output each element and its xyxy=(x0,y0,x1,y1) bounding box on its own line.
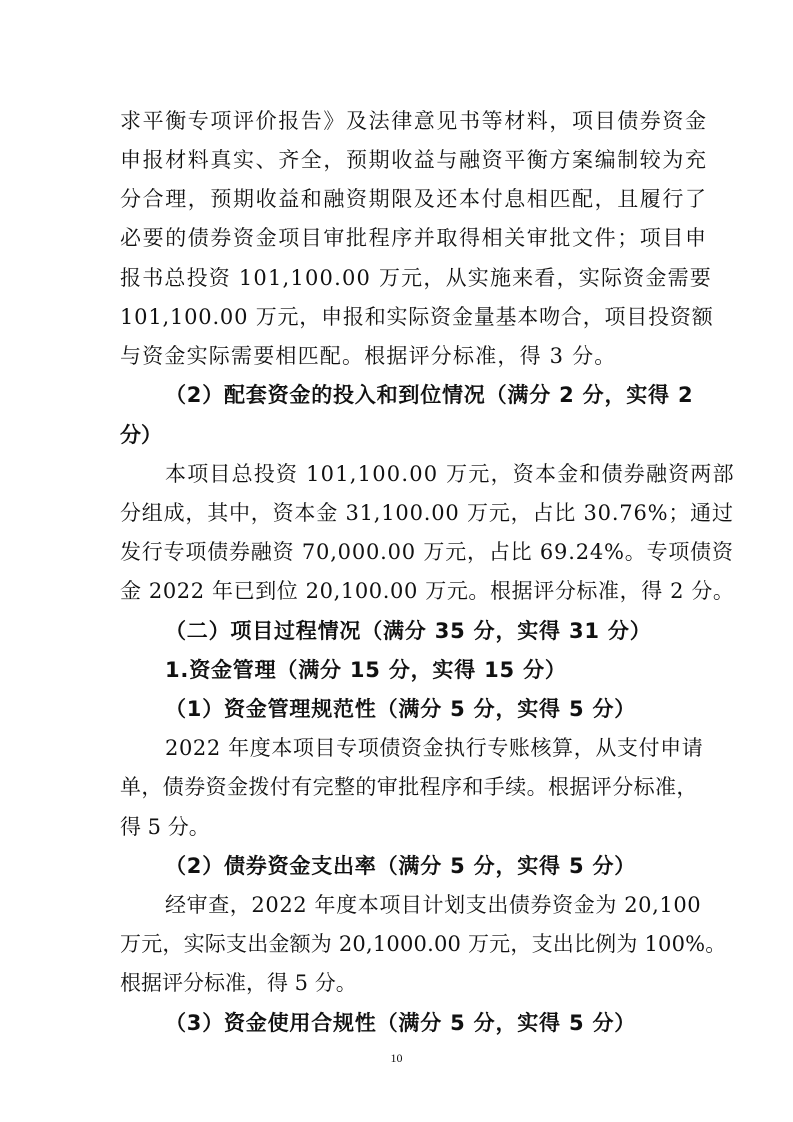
body-text-line: 经审查，2022 年度本项目计划支出债券资金为 20,100 xyxy=(165,893,702,917)
section-heading: （3）资金使用合规性（满分 5 分，实得 5 分） xyxy=(165,1011,637,1035)
body-text-line: 本项目总投资 101,100.00 万元，资本金和债券融资两部 xyxy=(165,462,735,486)
body-text-line: 单，债券资金拨付有完整的审批程序和手续。根据评分标准， xyxy=(120,775,698,799)
body-text-line: 发行专项债券融资 70,000.00 万元，占比 69.24%。专项债资 xyxy=(120,540,734,564)
page-number: 10 xyxy=(390,1051,403,1065)
body-text-line: 必要的债券资金项目审批程序并取得相关审批文件；项目申 xyxy=(120,226,708,250)
body-text-line: 分组成，其中，资本金 31,100.00 万元，占比 30.76%；通过 xyxy=(120,501,734,525)
body-text-line: 2022 年度本项目专项债资金执行专账核算，从支付申请 xyxy=(165,736,704,760)
section-heading: （2）配套资金的投入和到位情况（满分 2 分，实得 2 xyxy=(165,383,694,407)
section-heading-continued: 分） xyxy=(120,423,162,447)
body-text-line: 101,100.00 万元，申报和实际资金量基本吻合，项目投资额 xyxy=(120,305,714,329)
body-text-line: 申报材料真实、齐全，预期收益与融资平衡方案编制较为充 xyxy=(120,148,708,172)
body-text-line: 报书总投资 101,100.00 万元，从实施来看，实际资金需要 xyxy=(120,266,712,290)
body-text-line: 求平衡专项评价报告》及法律意见书等材料，项目债券资金 xyxy=(120,109,708,133)
body-text-line: 万元，实际支出金额为 20,1000.00 万元，支出比例为 100%。 xyxy=(120,932,727,956)
body-text-line: 根据评分标准，得 5 分。 xyxy=(120,971,357,995)
body-text-line: 得 5 分。 xyxy=(120,815,210,839)
body-text-line: 金 2022 年已到位 20,100.00 万元。根据评分标准，得 2 分。 xyxy=(120,579,735,603)
body-text-line: 分合理，预期收益和融资期限及还本付息相匹配，且履行了 xyxy=(120,187,708,211)
section-heading: （1）资金管理规范性（满分 5 分，实得 5 分） xyxy=(165,697,637,721)
section-heading: （二）项目过程情况（满分 35 分，实得 31 分） xyxy=(165,619,652,643)
section-heading: （2）债券资金支出率（满分 5 分，实得 5 分） xyxy=(165,854,637,878)
section-heading: 1.资金管理（满分 15 分，实得 15 分） xyxy=(165,658,567,682)
body-text-line: 与资金实际需要相匹配。根据评分标准，得 3 分。 xyxy=(120,344,617,368)
